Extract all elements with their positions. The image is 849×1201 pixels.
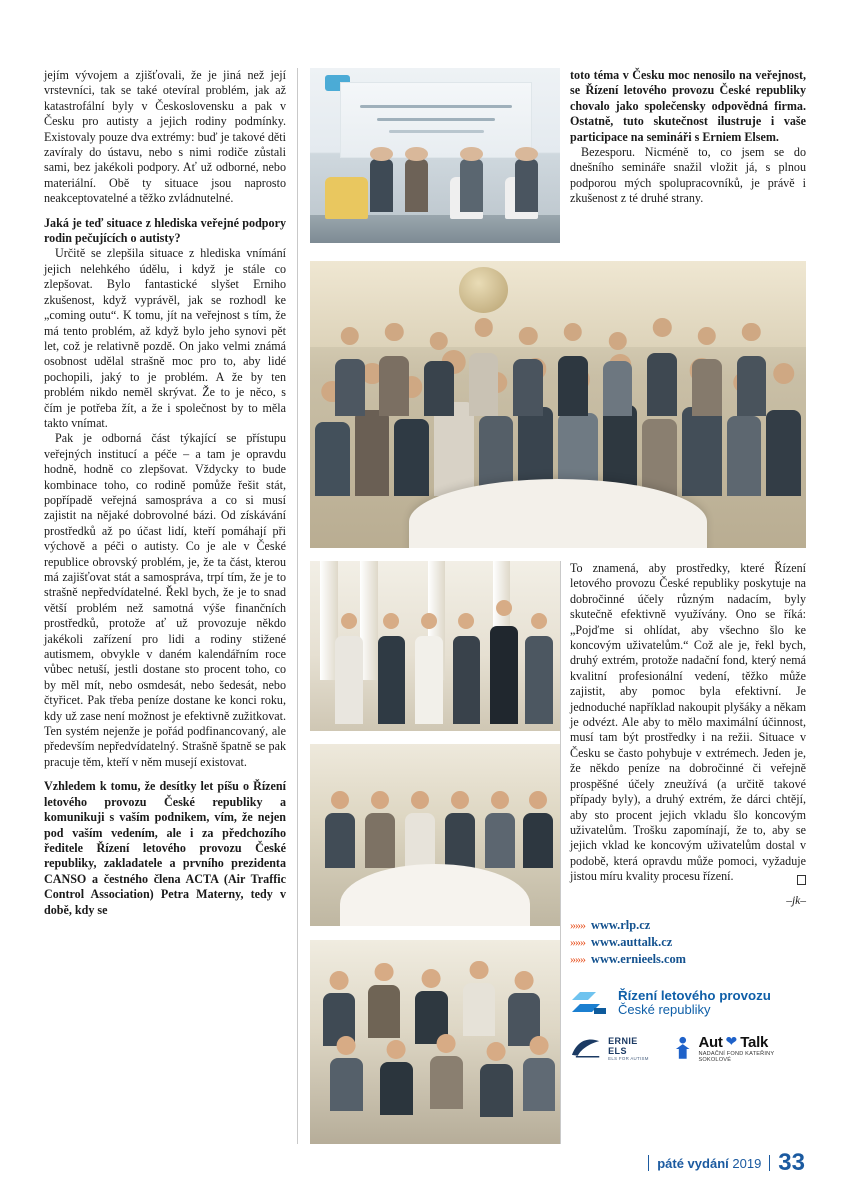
link-item[interactable] [570, 934, 806, 951]
aut-talk-figure-icon [672, 1035, 693, 1061]
ernie-els-name: ERNIE ELS [608, 1035, 638, 1056]
left-text-column [44, 68, 286, 918]
rlp-logo-icon [570, 986, 610, 1020]
aut-label: Aut [698, 1033, 723, 1051]
photo-panel-discussion-stage [310, 68, 560, 243]
photo-standing-group-hall [310, 561, 560, 731]
interview-question-1: Jaká je teď situace z hlediska veřejné podpory rodin pečujících o autisty? [44, 215, 286, 246]
paragraph: To znamená, aby prostředky, které Řízení letového provozu České republiky poskytuje na dobročinné účely různým nadacím, byly skutečně efektivně využívány. Ono se říká: „Pojďme si ohlídat, aby všechno šlo ke koncovým uživatelům.“ Což ale je, řekl bych, druhý extrém, protože nadační fond, který nemá kvalitní profesionální vedení, těžko může zajistit, aby pomoc byla efektivní. Je jednoduché například nakoupit plyšáky a někam je odvézt. Ale aby to mělo maximální účinnost, musí tam být prostředky i na režii. Situace v Česku se často pohybuje v extrémech. Jeden je, že někdo peníze na dobročinné či veřejně prospěšné účely zneužívá (a určitě takové případy byly), a druhý extrém, že dárci chtějí, aby sto procent jejich vkladu šlo koncovým uživatelům. Trošku zapomínají, že to, aby se jejich vklad ke koncovým uživatelům dostal v podobě, která opravdu může pomoci, vyžaduje jistou míru kvality procesu řízení. [570, 561, 806, 884]
link-item[interactable] [570, 917, 806, 934]
interview-question-2: Vzhledem k tomu, že desítky let píšu o Řízení letového provozu České republiky a komunikuji s vaším podnikem, vím, že nejen pod vaším vedením, ale i za předchozího ředitele Řízení letového provozu České republiky, zakladatele a prvního prezidenta CANSO a čestného člena ACTA (Air Traffic Control Association) Petra Materny, tedy v době, kdy se [44, 779, 286, 917]
ernie-els-icon [570, 1035, 603, 1061]
rlp-logo-text [618, 989, 771, 1017]
logo-rlp [570, 986, 806, 1020]
chevrons-icon: »»» [570, 951, 585, 966]
paragraph: jejím vývojem a zjišťovali, že je jiná než její vrstevníci, tak se také otevíral problém, jak až katastrofální byly v Československu a pak v Česku pro autisty a jejich rodiny podmínky. Existovaly pouze dva extrémy: buď je takové děti zavíraly do ústavu, nebo s nimi rodiče zůstali sami, bez jakékoli podpory. Ať už odborné, nebo materiální. Obě ty situace jsou naprosto neakceptovatelné a těžko zvládnutelné. [44, 68, 286, 206]
paragraph: Pak je odborná část týkající se přístupu veřejných institucí a péče – a tam je opravdu hodně, hodně co zlepšovat. Vždycky to bude kombinace toho, co rodině pomůže řešit stát, popřípadě veřejná samospráva a co si musí zajistit na nějaké dobrovolné bázi. Od získávání prostředků až po účast lidí, kteří pomáhají při výchově a péči o autisty. Co je ale v České republice obrovský problém, je, že ta část, kterou má zajišťovat stát a samospráva, trpí tím, že je to strašně nepředvídatelné. Řekl bych, že je to snad větší problém než samotná výše finančních prostředků, protože ať už provozuje někdo jakékoli zařízení pro lidi a rodiny stižené autismem, obvykle v daném kalendářním roce vůbec netuší, jestli dostane sto procent toho, co by měl mít, nebo osmdesát, nebo šedesát, nebo čtyřicet. Pak třeba peníze dostane ke konci roku, kdy už zase není možnost je efektivně zužitkovat. Ten systém nejenže je pořád podfinancovaný, ale především nepředvídatelný. Strašně špatně se pak pracuje těm, kteří v něm musejí existovat. [44, 431, 286, 769]
right-text-column-top [570, 68, 806, 207]
ernie-els-subtitle: ELS FOR AUTISM [608, 1055, 649, 1061]
footer-issue: páté vydání 2019 [657, 1155, 762, 1171]
column-divider-left [297, 68, 298, 1144]
photo-backdrop [340, 82, 532, 158]
link-list [570, 917, 806, 968]
logo-ernie-els [570, 1035, 658, 1061]
page-footer [648, 1151, 805, 1175]
link-label[interactable]: www.rlp.cz [591, 917, 651, 932]
footer-divider [769, 1155, 770, 1171]
link-item[interactable] [570, 951, 806, 968]
footer-divider [648, 1155, 649, 1171]
photo-seminar-audience-wide [310, 261, 806, 548]
footer-year: 2019 [732, 1155, 762, 1171]
column-divider-right [560, 561, 561, 1144]
page-number: 33 [778, 1149, 805, 1176]
right-text-column-bottom [570, 561, 806, 1063]
partner-logos [570, 1034, 806, 1063]
heart-icon: ❤ [725, 1034, 738, 1050]
author-signature: –jk– [786, 894, 806, 907]
chevrons-icon: »»» [570, 917, 585, 932]
end-mark [797, 875, 806, 885]
aut-talk-subtitle: NADAČNÍ FOND KATEŘINY SOKOLOVÉ [698, 1050, 775, 1063]
logo-aut-talk [672, 1034, 806, 1063]
talk-label: Talk [740, 1033, 768, 1051]
rlp-logo-line2: České republiky [618, 1001, 711, 1017]
photo-wall-emblem [459, 267, 509, 313]
paragraph: Určitě se zlepšila situace z hlediska vnímání jejich nelehkého údělu, i když je stále co zlepšovat. Bylo fantastické slyšet Erniho zkušenost, když vyprávěl, jak se rozhodl ke „coming outu“. K tomu, jít na veřejnost s tím, že má tento problém, až když bylo jeho synovi pět let, což je relativně pozdě. On jako velmi známá osobnost udělal strašně moc pro to, aby lidé pochopili, jaký to je problém. A že by ten problém nikdo neměl skrývat. Že to je něco, s čím je potřeba žít, a že i společnost by to měla takto vnímat. [44, 246, 286, 430]
link-label[interactable]: www.ernieels.com [591, 951, 686, 966]
chevrons-icon: »»» [570, 934, 585, 949]
paragraph: toto téma v Česku moc nenosilo na veřejnost, se Řízení letového provozu České republiky chovalo jako společensky odpovědná firma. Ostatně, tuto skutečnost ilustruje i vaše participace na semináři s Erniem Elsem. [570, 68, 806, 144]
photo-audience-seated-rows [310, 940, 560, 1144]
link-label[interactable]: www.auttalk.cz [591, 934, 673, 949]
photo-seated-round-table [310, 744, 560, 926]
paragraph: Bezesporu. Nicméně to, co jsem se do dnešního semináře snažil vložit já, s plnou podporou mých spolupracovníků, je právě i zkušenost z té druhé strany. [570, 145, 806, 206]
rlp-logo-line1: Řízení letového provozu [618, 987, 771, 1003]
